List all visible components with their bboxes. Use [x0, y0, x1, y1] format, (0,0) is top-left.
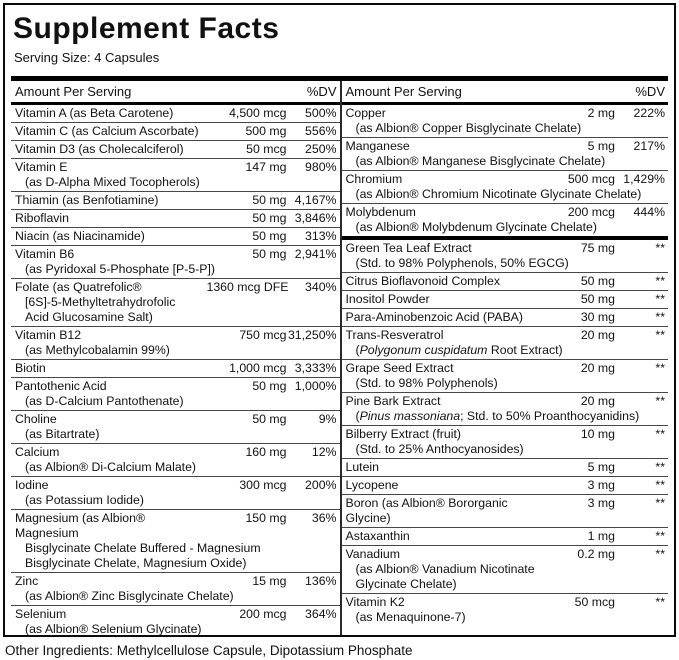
nutrient-name: Vitamin C (as Calcium Ascorbate) — [15, 124, 199, 138]
nutrient-main-line — [15, 211, 337, 226]
nutrient-name: Choline — [15, 412, 57, 426]
nutrient-amount: 750 mcg — [239, 328, 287, 342]
nutrient-dv: 200% — [305, 478, 337, 492]
nutrient-amount: 500 mcg — [567, 172, 615, 186]
table-row — [342, 290, 669, 308]
nutrient-columns — [11, 81, 668, 637]
nutrient-dv: 136% — [305, 574, 337, 588]
nutrient-main-line — [346, 106, 666, 121]
table-row — [11, 209, 340, 227]
nutrient-main-line — [346, 478, 666, 493]
table-row — [342, 272, 669, 290]
nutrient-amount: 500 mg — [245, 124, 287, 138]
nutrient-amount: 50 mg — [252, 229, 287, 243]
nutrient-name: Zinc — [15, 574, 39, 588]
nutrient-main-line — [346, 460, 666, 475]
left-rows — [11, 105, 340, 637]
nutrient-name: Vitamin B12 — [15, 328, 82, 342]
nutrient-main-line — [346, 496, 666, 526]
nutrient-dv: ** — [655, 292, 665, 306]
nutrient-dv: 500% — [305, 106, 337, 120]
nutrient-dv: 2,941% — [294, 247, 337, 261]
table-row — [11, 605, 340, 637]
nutrient-amount: 50 mcg — [246, 142, 287, 156]
nutrient-name: Vitamin D3 (as Cholecalciferol) — [15, 142, 184, 156]
nutrient-amount: 150 mg — [245, 511, 287, 525]
nutrient-amount: 0.2 mg — [577, 547, 615, 561]
nutrient-amount: 50 mg — [252, 412, 287, 426]
nutrient-main-line — [346, 547, 666, 562]
nutrient-amount: 5 mg — [587, 460, 615, 474]
nutrient-amount: 3 mg — [587, 496, 615, 510]
nutrient-main-line — [346, 241, 666, 256]
nutrient-amount: 160 mg — [245, 445, 287, 459]
nutrient-name: Grape Seed Extract — [345, 361, 454, 375]
latin-name-italic: Polygonum cuspidatum — [359, 343, 488, 357]
nutrient-main-line — [15, 328, 337, 343]
nutrient-main-line — [15, 193, 337, 208]
nutrient-main-line — [346, 361, 666, 376]
table-row — [11, 245, 340, 278]
subtext-segment: ( — [355, 409, 360, 423]
table-row — [342, 527, 669, 545]
table-row — [342, 326, 669, 359]
nutrient-dv: 3,846% — [294, 211, 337, 225]
table-row — [342, 545, 669, 593]
nutrient-dv: 340% — [305, 280, 337, 294]
nutrient-subtext: (as Albion® Selenium Glycinate) — [25, 622, 202, 636]
table-row — [11, 158, 340, 191]
nutrient-amount: 30 mg — [580, 310, 615, 324]
table-row — [342, 593, 669, 626]
nutrient-dv: ** — [655, 547, 665, 561]
nutrient-subtext: (as Albion® Manganese Bisglycinate Chelate) — [355, 154, 606, 168]
nutrient-name: Vitamin K2 — [345, 595, 405, 609]
nutrient-dv: 1,000% — [294, 379, 337, 393]
nutrient-amount: 20 mg — [580, 328, 615, 342]
nutrient-name: Green Tea Leaf Extract — [345, 241, 472, 255]
nutrient-amount: 10 mg — [580, 427, 615, 441]
table-row — [342, 105, 669, 137]
nutrient-main-line — [15, 511, 337, 541]
table-row — [11, 443, 340, 476]
nutrient-dv: 4,167% — [294, 193, 337, 207]
nutrient-amount: 50 mg — [252, 379, 287, 393]
nutrient-name: Selenium — [15, 607, 67, 621]
nutrient-name: Pantothenic Acid — [15, 379, 107, 393]
subtext-segment: ( — [355, 343, 360, 357]
nutrient-main-line — [15, 412, 337, 427]
nutrient-main-line — [15, 361, 337, 376]
nutrient-amount: 200 mcg — [567, 205, 615, 219]
nutrient-name: Chromium — [345, 172, 403, 186]
table-row — [11, 227, 340, 245]
table-row — [11, 359, 340, 377]
nutrient-dv: 222% — [633, 106, 665, 120]
nutrient-main-line — [15, 280, 337, 295]
nutrient-dv: ** — [655, 310, 665, 324]
nutrient-dv: ** — [655, 595, 665, 609]
nutrient-subtext: (Std. to 25% Anthocyanosides) — [355, 442, 524, 456]
nutrient-main-line — [15, 379, 337, 394]
table-row — [11, 572, 340, 605]
nutrient-dv: 36% — [311, 511, 337, 525]
nutrient-name: Biotin — [15, 361, 46, 375]
nutrient-name: Inositol Powder — [345, 292, 430, 306]
nutrient-dv: 250% — [305, 142, 337, 156]
nutrient-amount: 5 mg — [587, 139, 615, 153]
nutrient-name: Magnesium (as Albion® Magnesium — [15, 511, 146, 540]
nutrient-main-line — [15, 574, 337, 589]
nutrient-subtext: Bisglycinate Chelate Buffered - Magnesium — [25, 541, 261, 555]
panel-title: Supplement Facts — [13, 12, 280, 45]
nutrient-name: Pine Bark Extract — [345, 394, 441, 408]
nutrient-name: Vitamin E — [15, 160, 68, 174]
nutrient-name: Calcium — [15, 445, 60, 459]
table-row — [342, 392, 669, 425]
nutrient-amount: 50 mg — [580, 292, 615, 306]
nutrient-name: Copper — [345, 106, 386, 120]
table-row — [11, 191, 340, 209]
nutrient-name: Riboflavin — [15, 211, 69, 225]
nutrient-name: Vanadium — [345, 547, 400, 561]
nutrient-subtext: (Std. to 98% Polyphenols, 50% EGCG) — [355, 256, 569, 270]
table-row — [342, 240, 669, 272]
nutrient-subtext: (as Bitartrate) — [25, 427, 100, 441]
nutrient-dv: ** — [655, 460, 665, 474]
nutrient-name: Niacin (as Niacinamide) — [15, 229, 145, 243]
table-row — [342, 494, 669, 527]
nutrient-subtext: (as Albion® Chromium Nicotinate Glycinate Chelate) — [355, 187, 642, 201]
nutrient-subtext: (as Albion® Di-Calcium Malate) — [25, 460, 197, 474]
nutrient-subtext: (as Methylcobalamin 99%) — [25, 343, 170, 357]
nutrient-name: Molybdenum — [345, 205, 416, 219]
serving-size: Serving Size: 4 Capsules — [14, 50, 160, 65]
nutrient-main-line — [15, 229, 337, 244]
nutrient-amount: 50 mcg — [574, 595, 615, 609]
latin-name-italic: Pinus massoniana — [359, 409, 461, 423]
nutrient-dv: 980% — [305, 160, 337, 174]
table-row — [11, 410, 340, 443]
subtext-segment: ; Std. to 50% Proanthocyanidins) — [460, 409, 640, 423]
nutrient-amount: 20 mg — [580, 361, 615, 375]
nutrient-name: Bilberry Extract (fruit) — [345, 427, 461, 441]
nutrient-main-line — [346, 310, 666, 325]
nutrient-dv: ** — [655, 394, 665, 408]
nutrient-main-line — [15, 160, 337, 175]
nutrient-name: Para-Aminobenzoic Acid (PABA) — [345, 310, 523, 324]
nutrient-dv: 217% — [633, 139, 665, 153]
nutrient-subtext — [346, 343, 666, 358]
supplement-facts-panel — [3, 3, 676, 637]
nutrient-name: Astaxanthin — [345, 529, 410, 543]
nutrient-main-line — [346, 274, 666, 289]
nutrient-dv: 444% — [633, 205, 665, 219]
nutrient-main-line — [15, 607, 337, 622]
other-ingredients: Other Ingredients: Methylcellulose Capsule, Dipotassium Phosphate — [5, 643, 413, 658]
nutrient-amount: 2 mg — [587, 106, 615, 120]
nutrient-main-line — [346, 529, 666, 544]
nutrient-main-line — [15, 445, 337, 460]
nutrient-subtext: (as D-Calcium Pantothenate) — [25, 394, 184, 408]
nutrient-main-line — [346, 427, 666, 442]
table-row — [11, 326, 340, 359]
table-row — [11, 377, 340, 410]
table-row — [342, 359, 669, 392]
nutrient-dv: 12% — [311, 445, 337, 459]
nutrient-dv: ** — [655, 427, 665, 441]
nutrient-main-line — [346, 394, 666, 409]
table-row — [342, 458, 669, 476]
nutrient-name: Thiamin (as Benfotiamine) — [15, 193, 159, 207]
nutrient-name: Manganese — [345, 139, 410, 153]
subtext-segment: Root Extract) — [487, 343, 563, 357]
table-row — [11, 509, 340, 572]
table-row — [342, 476, 669, 494]
percent-dv-header: %DV — [635, 84, 665, 99]
table-row — [11, 278, 340, 326]
nutrient-amount: 147 mg — [245, 160, 287, 174]
nutrient-name: Vitamin A (as Beta Carotene) — [15, 106, 174, 120]
nutrient-subtext: Acid Glucosamine Salt) — [25, 310, 153, 324]
nutrient-amount: 1360 mcg DFE — [206, 280, 289, 294]
left-column-header — [11, 81, 340, 105]
nutrient-main-line — [346, 172, 666, 187]
nutrient-main-line — [346, 205, 666, 220]
nutrient-dv: 313% — [305, 229, 337, 243]
nutrient-name: Trans-Resveratrol — [345, 328, 444, 342]
nutrient-dv: ** — [655, 274, 665, 288]
table-row — [342, 137, 669, 170]
nutrient-name: Lutein — [345, 460, 380, 474]
table-row — [11, 122, 340, 140]
nutrient-amount: 1 mg — [587, 529, 615, 543]
nutrient-amount: 20 mg — [580, 394, 615, 408]
nutrient-name: Citrus Bioflavonoid Complex — [345, 274, 500, 288]
amount-per-serving-header: Amount Per Serving — [15, 84, 132, 99]
nutrient-amount: 4,500 mcg — [229, 106, 287, 120]
right-rows-botanicals — [342, 240, 669, 626]
nutrient-subtext: (as Albion® Zinc Bisglycinate Chelate) — [25, 589, 234, 603]
table-row — [11, 140, 340, 158]
nutrient-name: Boron (as Albion® Bororganic Glycine) — [345, 496, 508, 525]
nutrient-subtext: [6S]-5-Methyltetrahydrofolic — [25, 295, 176, 309]
nutrient-amount: 1,000 mcg — [229, 361, 287, 375]
nutrient-dv: 556% — [305, 124, 337, 138]
nutrient-subtext: (as Albion® Copper Bisglycinate Chelate) — [355, 121, 582, 135]
nutrient-subtext — [346, 409, 666, 424]
nutrient-subtext: (as Potassium Iodide) — [25, 493, 144, 507]
nutrient-subtext: (as Albion® Vanadium Nicotinate — [355, 562, 535, 576]
nutrient-amount: 15 mg — [252, 574, 287, 588]
nutrient-dv: 9% — [318, 412, 337, 426]
nutrient-amount: 50 mg — [252, 211, 287, 225]
nutrient-amount: 3 mg — [587, 478, 615, 492]
nutrient-dv: ** — [655, 529, 665, 543]
nutrient-dv: ** — [655, 241, 665, 255]
nutrient-main-line — [346, 328, 666, 343]
nutrient-amount: 300 mcg — [239, 478, 287, 492]
nutrient-main-line — [346, 292, 666, 307]
nutrient-main-line — [346, 139, 666, 154]
nutrient-subtext: (as Albion® Molybdenum Glycinate Chelate) — [355, 220, 597, 234]
nutrient-main-line — [15, 478, 337, 493]
nutrient-dv: 1,429% — [623, 172, 665, 186]
amount-per-serving-header: Amount Per Serving — [345, 84, 462, 99]
nutrient-name: Folate (as Quatrefolic® — [15, 280, 142, 294]
nutrient-name: Lycopene — [345, 478, 399, 492]
nutrient-name: Vitamin B6 — [15, 247, 75, 261]
nutrient-subtext: Glycinate Chelate) — [355, 577, 457, 591]
nutrient-dv: 3,333% — [294, 361, 337, 375]
nutrient-dv: 31,250% — [287, 328, 337, 342]
table-row — [342, 203, 669, 236]
nutrient-main-line — [15, 142, 337, 157]
nutrient-amount: 50 mg — [252, 247, 287, 261]
nutrient-main-line — [15, 124, 337, 139]
nutrient-subtext: (as D-Alpha Mixed Tocopherols) — [25, 175, 200, 189]
right-rows-minerals — [342, 105, 669, 236]
nutrient-subtext: Bisglycinate Chelate, Magnesium Oxide) — [25, 556, 247, 570]
nutrient-amount: 75 mg — [580, 241, 615, 255]
nutrient-subtext: (as Menaquinone-7) — [355, 610, 466, 624]
table-row — [342, 170, 669, 203]
right-column-header — [342, 81, 669, 105]
right-column — [340, 81, 669, 637]
nutrient-amount: 50 mg — [580, 274, 615, 288]
nutrient-dv: ** — [655, 361, 665, 375]
nutrient-dv: 364% — [305, 607, 337, 621]
nutrient-dv: ** — [655, 328, 665, 342]
table-row — [342, 308, 669, 326]
table-row — [342, 425, 669, 458]
nutrient-name: Iodine — [15, 478, 49, 492]
nutrient-main-line — [15, 247, 337, 262]
left-column — [11, 81, 340, 637]
nutrient-subtext: (as Pyridoxal 5-Phosphate [P-5-P]) — [25, 262, 216, 276]
table-row — [11, 476, 340, 509]
nutrient-dv: ** — [655, 478, 665, 492]
nutrient-amount: 200 mcg — [239, 607, 287, 621]
percent-dv-header: %DV — [306, 84, 337, 99]
nutrient-amount: 50 mg — [252, 193, 287, 207]
table-row — [11, 105, 340, 122]
nutrient-main-line — [346, 595, 666, 610]
nutrient-main-line — [15, 106, 337, 121]
nutrient-subtext: (Std. to 98% Polyphenols) — [355, 376, 498, 390]
nutrient-dv: ** — [655, 496, 665, 510]
